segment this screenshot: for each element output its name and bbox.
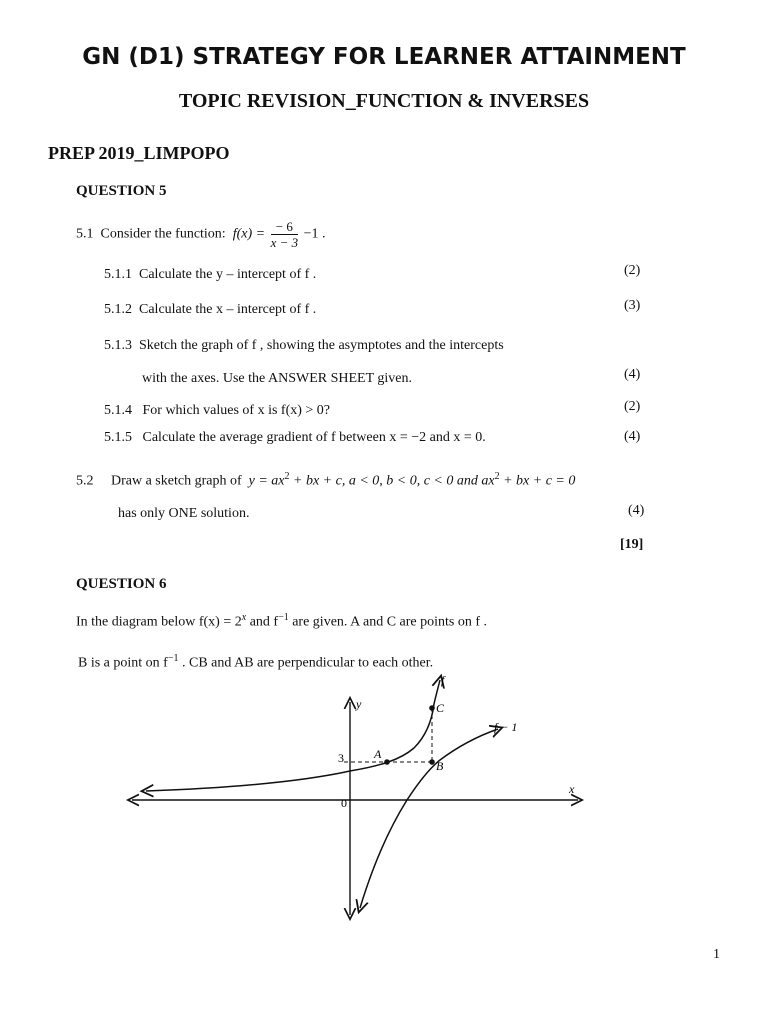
equation-part: + bx + c, a < 0, b < 0, c < 0 and ax xyxy=(289,473,495,489)
exponent: 2 xyxy=(284,471,290,482)
q-text: and f xyxy=(246,614,279,630)
q-number: 5.1.3 xyxy=(104,338,132,353)
exponent: x xyxy=(241,612,247,623)
q-number: 5.1.4 xyxy=(104,403,132,418)
q-text: are given. A and C are points on f . xyxy=(288,614,488,630)
document-subtitle: TOPIC REVISION_FUNCTION & INVERSES xyxy=(178,90,590,112)
marks-5-1-3: (4) xyxy=(624,367,641,382)
q-number: 5.1.2 xyxy=(104,302,132,317)
q-number: 5.2 xyxy=(76,473,94,489)
question-5-heading: QUESTION 5 xyxy=(76,183,167,199)
point-a-marker xyxy=(384,759,390,765)
function-name: f(x) = xyxy=(232,226,266,242)
question-5-1-3-line2: with the axes. Use the ANSWER SHEET given. xyxy=(142,371,412,386)
f-inverse-label: f − 1 xyxy=(494,720,518,734)
page-number: 1 xyxy=(713,947,720,962)
point-a-label: A xyxy=(374,747,382,761)
exponent: −1 xyxy=(278,612,289,623)
equation-part: + bx + c = 0 xyxy=(499,473,576,489)
q-text: In the diagram below f(x) = 2 xyxy=(76,614,242,630)
equation-part: y = ax xyxy=(248,473,285,489)
q-number: 5.1.5 xyxy=(104,430,132,445)
function-tail: −1 . xyxy=(303,226,326,242)
q-text: B is a point on f xyxy=(78,655,168,671)
x-axis-label: x xyxy=(569,782,575,796)
tick-3-label: 3 xyxy=(338,751,344,765)
f-label: f xyxy=(441,673,445,687)
point-c-label: C xyxy=(436,701,445,715)
point-c-marker xyxy=(429,705,435,711)
q-text: Consider the function: xyxy=(100,226,226,242)
q-text: Sketch the graph of f , showing the asymptotes and the intercepts xyxy=(139,338,504,353)
source-label: PREP 2019_LIMPOPO xyxy=(48,143,230,163)
q-text: . CB and AB are perpendicular to each other. xyxy=(178,655,434,671)
f-curve xyxy=(146,680,440,791)
q-text: Calculate the average gradient of f between x = −2 and x = 0. xyxy=(142,430,486,445)
exponent: −1 xyxy=(167,653,179,664)
q-text: Calculate the x – intercept of f . xyxy=(139,302,317,317)
q-text: For which values of x is f(x) > 0? xyxy=(142,403,331,418)
marks-5-2: (4) xyxy=(628,503,645,518)
point-b-label: B xyxy=(436,759,444,773)
marks-5-1-1: (2) xyxy=(624,263,641,278)
document-title: GN (D1) STRATEGY FOR LEARNER ATTAINMENT xyxy=(82,44,686,70)
q-text: Draw a sketch graph of xyxy=(111,473,242,489)
q-number: 5.1 xyxy=(76,226,94,242)
fraction-numerator: − 6 xyxy=(271,219,299,235)
point-b-marker xyxy=(429,759,435,765)
q-text: Calculate the y – intercept of f . xyxy=(139,267,317,282)
q-number: 5.1.1 xyxy=(104,267,132,282)
y-axis-label: y xyxy=(356,697,362,711)
origin-label: 0 xyxy=(341,796,347,810)
exponent: 2 xyxy=(494,471,500,482)
marks-5-1-5: (4) xyxy=(624,429,641,444)
question-5-2-line2: has only ONE solution. xyxy=(118,506,250,521)
marks-5-1-2: (3) xyxy=(624,298,641,313)
fraction-denominator: x − 3 xyxy=(270,235,299,250)
question-5-total: [19] xyxy=(620,537,644,552)
question-6-heading: QUESTION 6 xyxy=(76,576,167,592)
marks-5-1-4: (2) xyxy=(624,399,641,414)
